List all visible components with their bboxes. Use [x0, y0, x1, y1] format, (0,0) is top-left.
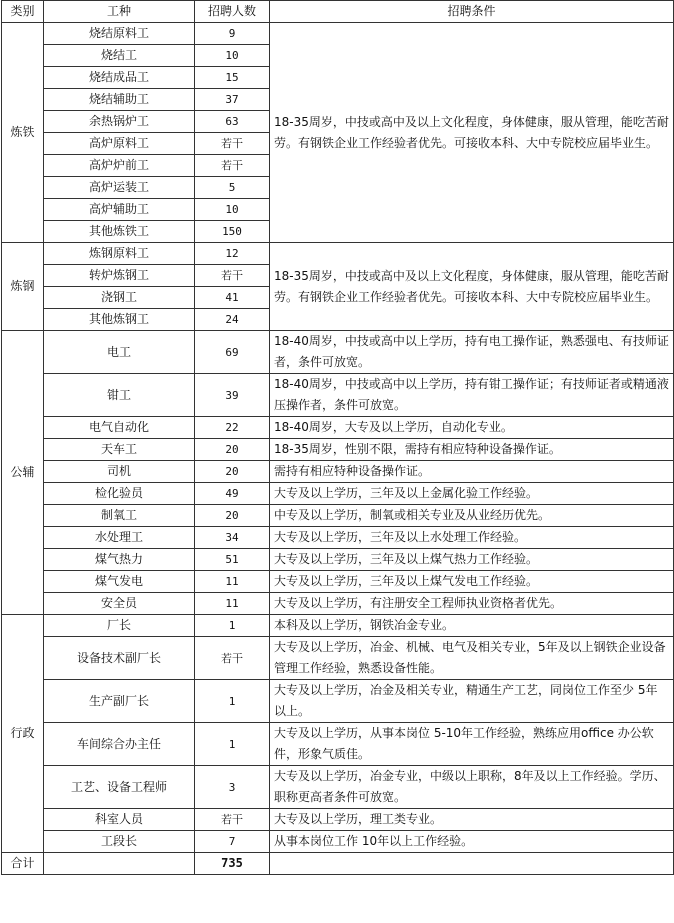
job-cell: 司机 [44, 461, 195, 483]
requirements-cell: 大专及以上学历，三年及以上水处理工作经验。 [270, 527, 674, 549]
job-cell: 设备技术副厂长 [44, 637, 195, 680]
job-cell: 厂长 [44, 615, 195, 637]
job-cell: 转炉炼钢工 [44, 265, 195, 287]
job-cell: 车间综合办主任 [44, 723, 195, 766]
table-row [2, 723, 674, 766]
job-cell: 生产副厂长 [44, 680, 195, 723]
category-cell: 行政 [2, 615, 44, 853]
job-cell: 电气自动化 [44, 417, 195, 439]
count-cell: 5 [195, 177, 270, 199]
requirements-cell: 18-35周岁，中技或高中及以上文化程度，身体健康，服从管理，能吃苦耐劳。有钢铁企业工作经验者优先。可接收本科、大中专院校应届毕业生。 [270, 243, 674, 331]
count-cell: 12 [195, 243, 270, 265]
count-cell: 若干 [195, 265, 270, 287]
header-job: 工种 [44, 1, 195, 23]
requirements-cell: 18-40周岁，中技或高中以上学历，持有电工操作证，熟悉强电、有技师证者，条件可放宽。 [270, 331, 674, 374]
table-row [2, 439, 674, 461]
job-cell: 其他炼钢工 [44, 309, 195, 331]
count-cell: 37 [195, 89, 270, 111]
requirements-cell: 大专及以上学历，理工类专业。 [270, 809, 674, 831]
count-cell: 11 [195, 571, 270, 593]
count-cell: 若干 [195, 133, 270, 155]
job-cell: 煤气发电 [44, 571, 195, 593]
job-cell: 天车工 [44, 439, 195, 461]
count-cell: 7 [195, 831, 270, 853]
table-row [2, 766, 674, 809]
table-row [2, 374, 674, 417]
job-cell: 电工 [44, 331, 195, 374]
table-row [2, 593, 674, 615]
job-cell: 钳工 [44, 374, 195, 417]
header-category: 类别 [2, 1, 44, 23]
job-cell: 科室人员 [44, 809, 195, 831]
job-cell: 烧结工 [44, 45, 195, 67]
table-row [2, 809, 674, 831]
job-cell: 煤气热力 [44, 549, 195, 571]
table-row [2, 571, 674, 593]
table-row [2, 505, 674, 527]
job-cell: 水处理工 [44, 527, 195, 549]
job-cell: 浇钢工 [44, 287, 195, 309]
count-cell: 24 [195, 309, 270, 331]
count-cell: 若干 [195, 155, 270, 177]
header-requirements: 招聘条件 [270, 1, 674, 23]
count-cell: 9 [195, 23, 270, 45]
total-empty-cell [44, 853, 195, 875]
requirements-cell: 大专及以上学历，三年及以上煤气发电工作经验。 [270, 571, 674, 593]
count-cell: 20 [195, 505, 270, 527]
requirements-cell: 18-35周岁，中技或高中及以上文化程度，身体健康，服从管理，能吃苦耐劳。有钢铁企业工作经验者优先。可接收本科、大中专院校应届毕业生。 [270, 23, 674, 243]
count-cell: 11 [195, 593, 270, 615]
recruitment-table [1, 0, 674, 875]
requirements-cell: 大专及以上学历，三年及以上金属化验工作经验。 [270, 483, 674, 505]
job-cell: 高炉炉前工 [44, 155, 195, 177]
count-cell: 10 [195, 199, 270, 221]
job-cell: 其他炼铁工 [44, 221, 195, 243]
job-cell: 高炉辅助工 [44, 199, 195, 221]
requirements-cell: 18-40周岁，大专及以上学历，自动化专业。 [270, 417, 674, 439]
count-cell: 51 [195, 549, 270, 571]
job-cell: 安全员 [44, 593, 195, 615]
table-row [2, 615, 674, 637]
job-cell: 烧结成品工 [44, 67, 195, 89]
job-cell: 检化验员 [44, 483, 195, 505]
table-row [2, 243, 674, 265]
requirements-cell: 大专及以上学历，冶金专业，中级以上职称，8年及以上工作经验。学历、职称更高者条件可放宽。 [270, 766, 674, 809]
table-row [2, 483, 674, 505]
count-cell: 10 [195, 45, 270, 67]
count-cell: 20 [195, 461, 270, 483]
job-cell: 工段长 [44, 831, 195, 853]
requirements-cell: 大专及以上学历，有注册安全工程师执业资格者优先。 [270, 593, 674, 615]
requirements-cell: 18-40周岁，中技或高中以上学历，持有钳工操作证；有技师证者或精通液压操作者，条件可放宽。 [270, 374, 674, 417]
total-count: 735 [195, 853, 270, 875]
requirements-cell: 大专及以上学历，冶金及相关专业，精通生产工艺，同岗位工作至少 5年以上。 [270, 680, 674, 723]
table-row [2, 331, 674, 374]
category-cell: 炼铁 [2, 23, 44, 243]
count-cell: 69 [195, 331, 270, 374]
job-cell: 制氧工 [44, 505, 195, 527]
requirements-cell: 大专及以上学历，三年及以上煤气热力工作经验。 [270, 549, 674, 571]
table-row [2, 461, 674, 483]
total-row [2, 853, 674, 875]
count-cell: 49 [195, 483, 270, 505]
count-cell: 63 [195, 111, 270, 133]
requirements-cell: 从事本岗位工作 10年以上工作经验。 [270, 831, 674, 853]
count-cell: 3 [195, 766, 270, 809]
table-row [2, 417, 674, 439]
requirements-cell: 大专及以上学历，冶金、机械、电气及相关专业，5年及以上钢铁企业设备管理工作经验，熟悉设备性能。 [270, 637, 674, 680]
job-cell: 烧结辅助工 [44, 89, 195, 111]
count-cell: 41 [195, 287, 270, 309]
table-row [2, 549, 674, 571]
table-row [2, 637, 674, 680]
category-cell: 炼钢 [2, 243, 44, 331]
requirements-cell: 需持有相应特种设备操作证。 [270, 461, 674, 483]
count-cell: 22 [195, 417, 270, 439]
table-row [2, 680, 674, 723]
count-cell: 39 [195, 374, 270, 417]
count-cell: 20 [195, 439, 270, 461]
table-row [2, 831, 674, 853]
count-cell: 若干 [195, 637, 270, 680]
header-row [2, 1, 674, 23]
header-count: 招聘人数 [195, 1, 270, 23]
job-cell: 炼钢原料工 [44, 243, 195, 265]
count-cell: 若干 [195, 809, 270, 831]
requirements-cell: 本科及以上学历，钢铁冶金专业。 [270, 615, 674, 637]
count-cell: 1 [195, 680, 270, 723]
job-cell: 余热锅炉工 [44, 111, 195, 133]
count-cell: 1 [195, 723, 270, 766]
count-cell: 34 [195, 527, 270, 549]
count-cell: 1 [195, 615, 270, 637]
table-row [2, 23, 674, 45]
count-cell: 150 [195, 221, 270, 243]
table-row [2, 527, 674, 549]
job-cell: 烧结原料工 [44, 23, 195, 45]
category-cell: 公辅 [2, 331, 44, 615]
job-cell: 高炉原料工 [44, 133, 195, 155]
requirements-cell: 大专及以上学历，从事本岗位 5-10年工作经验，熟练应用office 办公软件，形象气质佳。 [270, 723, 674, 766]
count-cell: 15 [195, 67, 270, 89]
requirements-cell: 18-35周岁，性别不限，需持有相应特种设备操作证。 [270, 439, 674, 461]
total-empty-requirements [270, 853, 674, 875]
job-cell: 工艺、设备工程师 [44, 766, 195, 809]
total-label: 合计 [2, 853, 44, 875]
job-cell: 高炉运装工 [44, 177, 195, 199]
requirements-cell: 中专及以上学历，制氧或相关专业及从业经历优先。 [270, 505, 674, 527]
